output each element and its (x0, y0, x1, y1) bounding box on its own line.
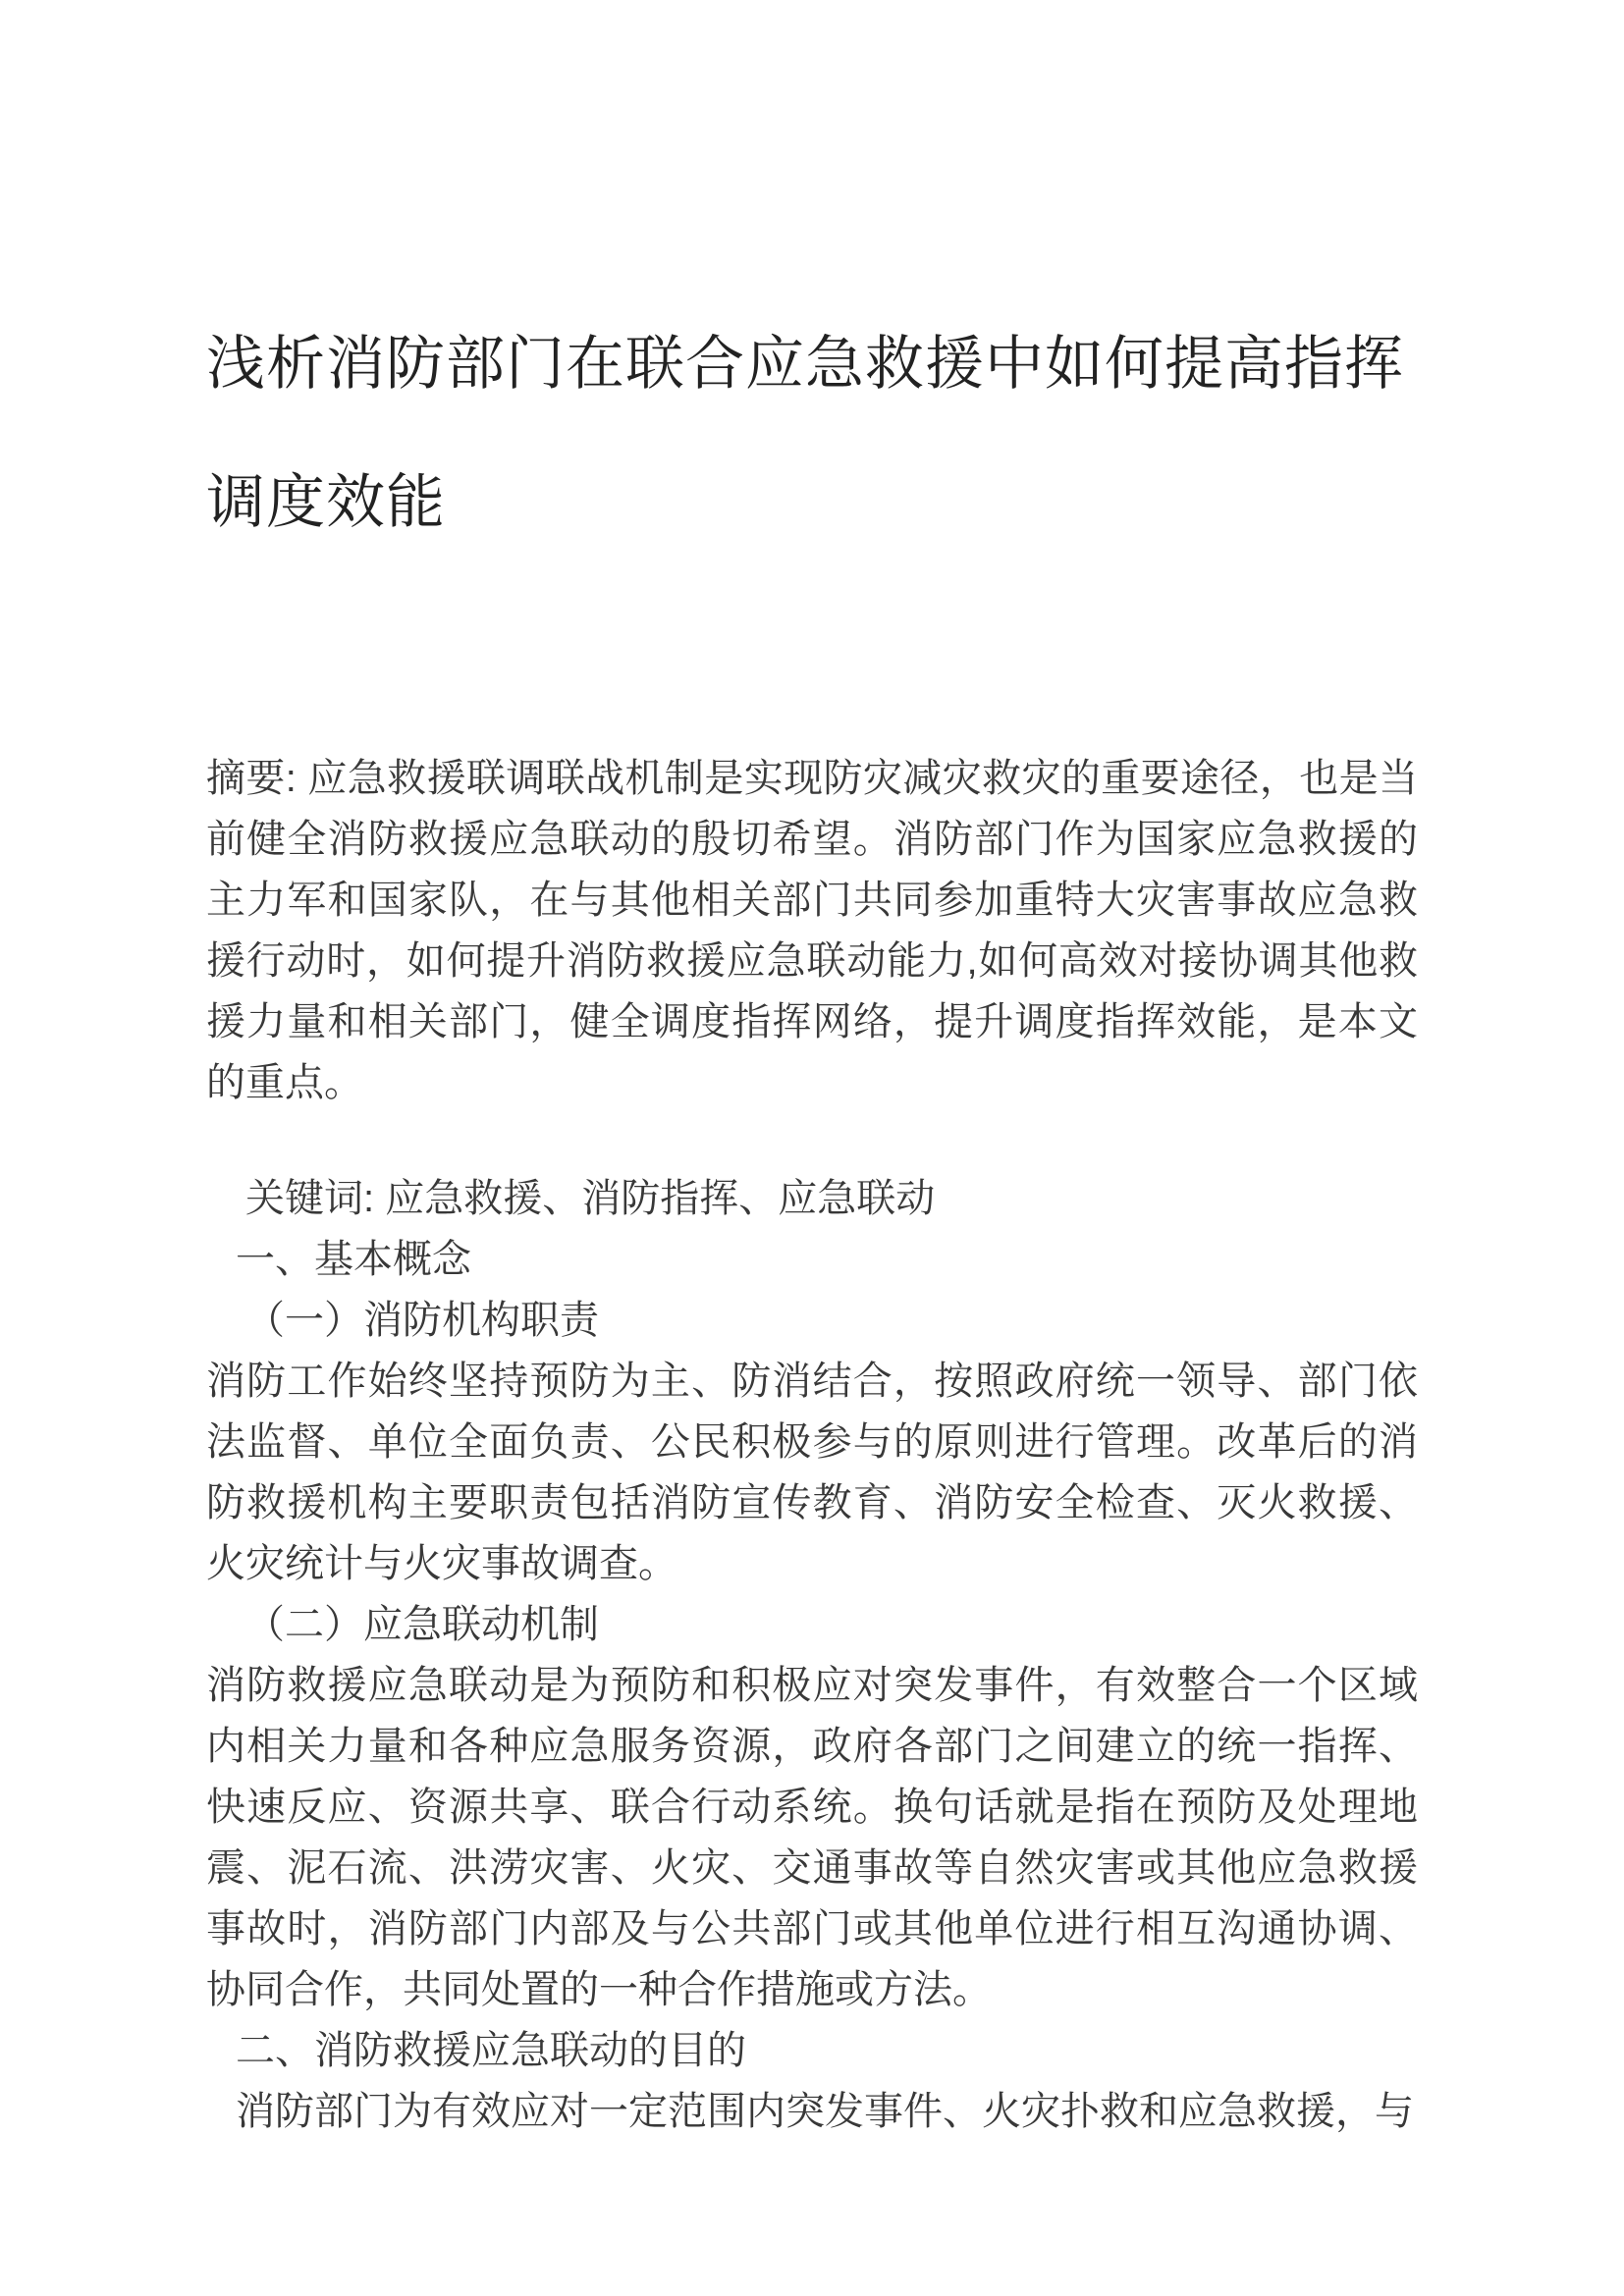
subsection-heading-fire-duties: （一）消防机构职责 (245, 1299, 599, 1342)
keywords-line: 关键词: 应急救援、消防指挥、应急联动 (245, 1177, 936, 1220)
subsection-heading-linkage-mechanism: （二）应急联动机制 (245, 1603, 599, 1646)
section-heading-basic-concepts: 一、基本概念 (236, 1238, 471, 1281)
document-title: 浅析消防部门在联合应急救援中如何提高指挥调度效能 (206, 331, 1404, 535)
abstract-paragraph: 摘要: 应急救援联调联战机制是实现防灾减灾救灾的重要途径，也是当前健全消防救援应急联动的殷切希望。消防部门作为国家应急救援的主力军和国家队，在与其他相关部门共同参加重特大灾害事故应急救援行动时，如何提升消防救援应急联动能力,如何高效对接协调其他救援力量和相关部门，健全调度指挥网络，提升调度指挥效能，是本文的重点。 (206, 757, 1418, 1104)
paragraph-fire-duties: 消防工作始终坚持预防为主、防消结合，按照政府统一领导、部门依法监督、单位全面负责、公民积极参与的原则进行管理。改革后的消防救援机构主要职责包括消防宣传教育、消防安全检查、灭火救援、火灾统计与火灾事故调查。 (206, 1360, 1418, 1585)
paragraph-linkage-purpose: 消防部门为有效应对一定范围内突发事件、火灾扑救和应急救援，与 (236, 2090, 1414, 2133)
paragraph-linkage-mechanism: 消防救援应急联动是为预防和积极应对突发事件，有效整合一个区域内相关力量和各种应急服务资源，政府各部门之间建立的统一指挥、快速反应、资源共享、联合行动系统。换句话就是指在预防及处理地震、泥石流、洪涝灾害、火灾、交通事故等自然灾害或其他应急救援事故时，消防部门内部及与公共部门或其他单位进行相互沟通协调、协同合作，共同处置的一种合作措施或方法。 (206, 1664, 1418, 2011)
section-heading-linkage-purpose: 二、消防救援应急联动的目的 (236, 2029, 746, 2072)
